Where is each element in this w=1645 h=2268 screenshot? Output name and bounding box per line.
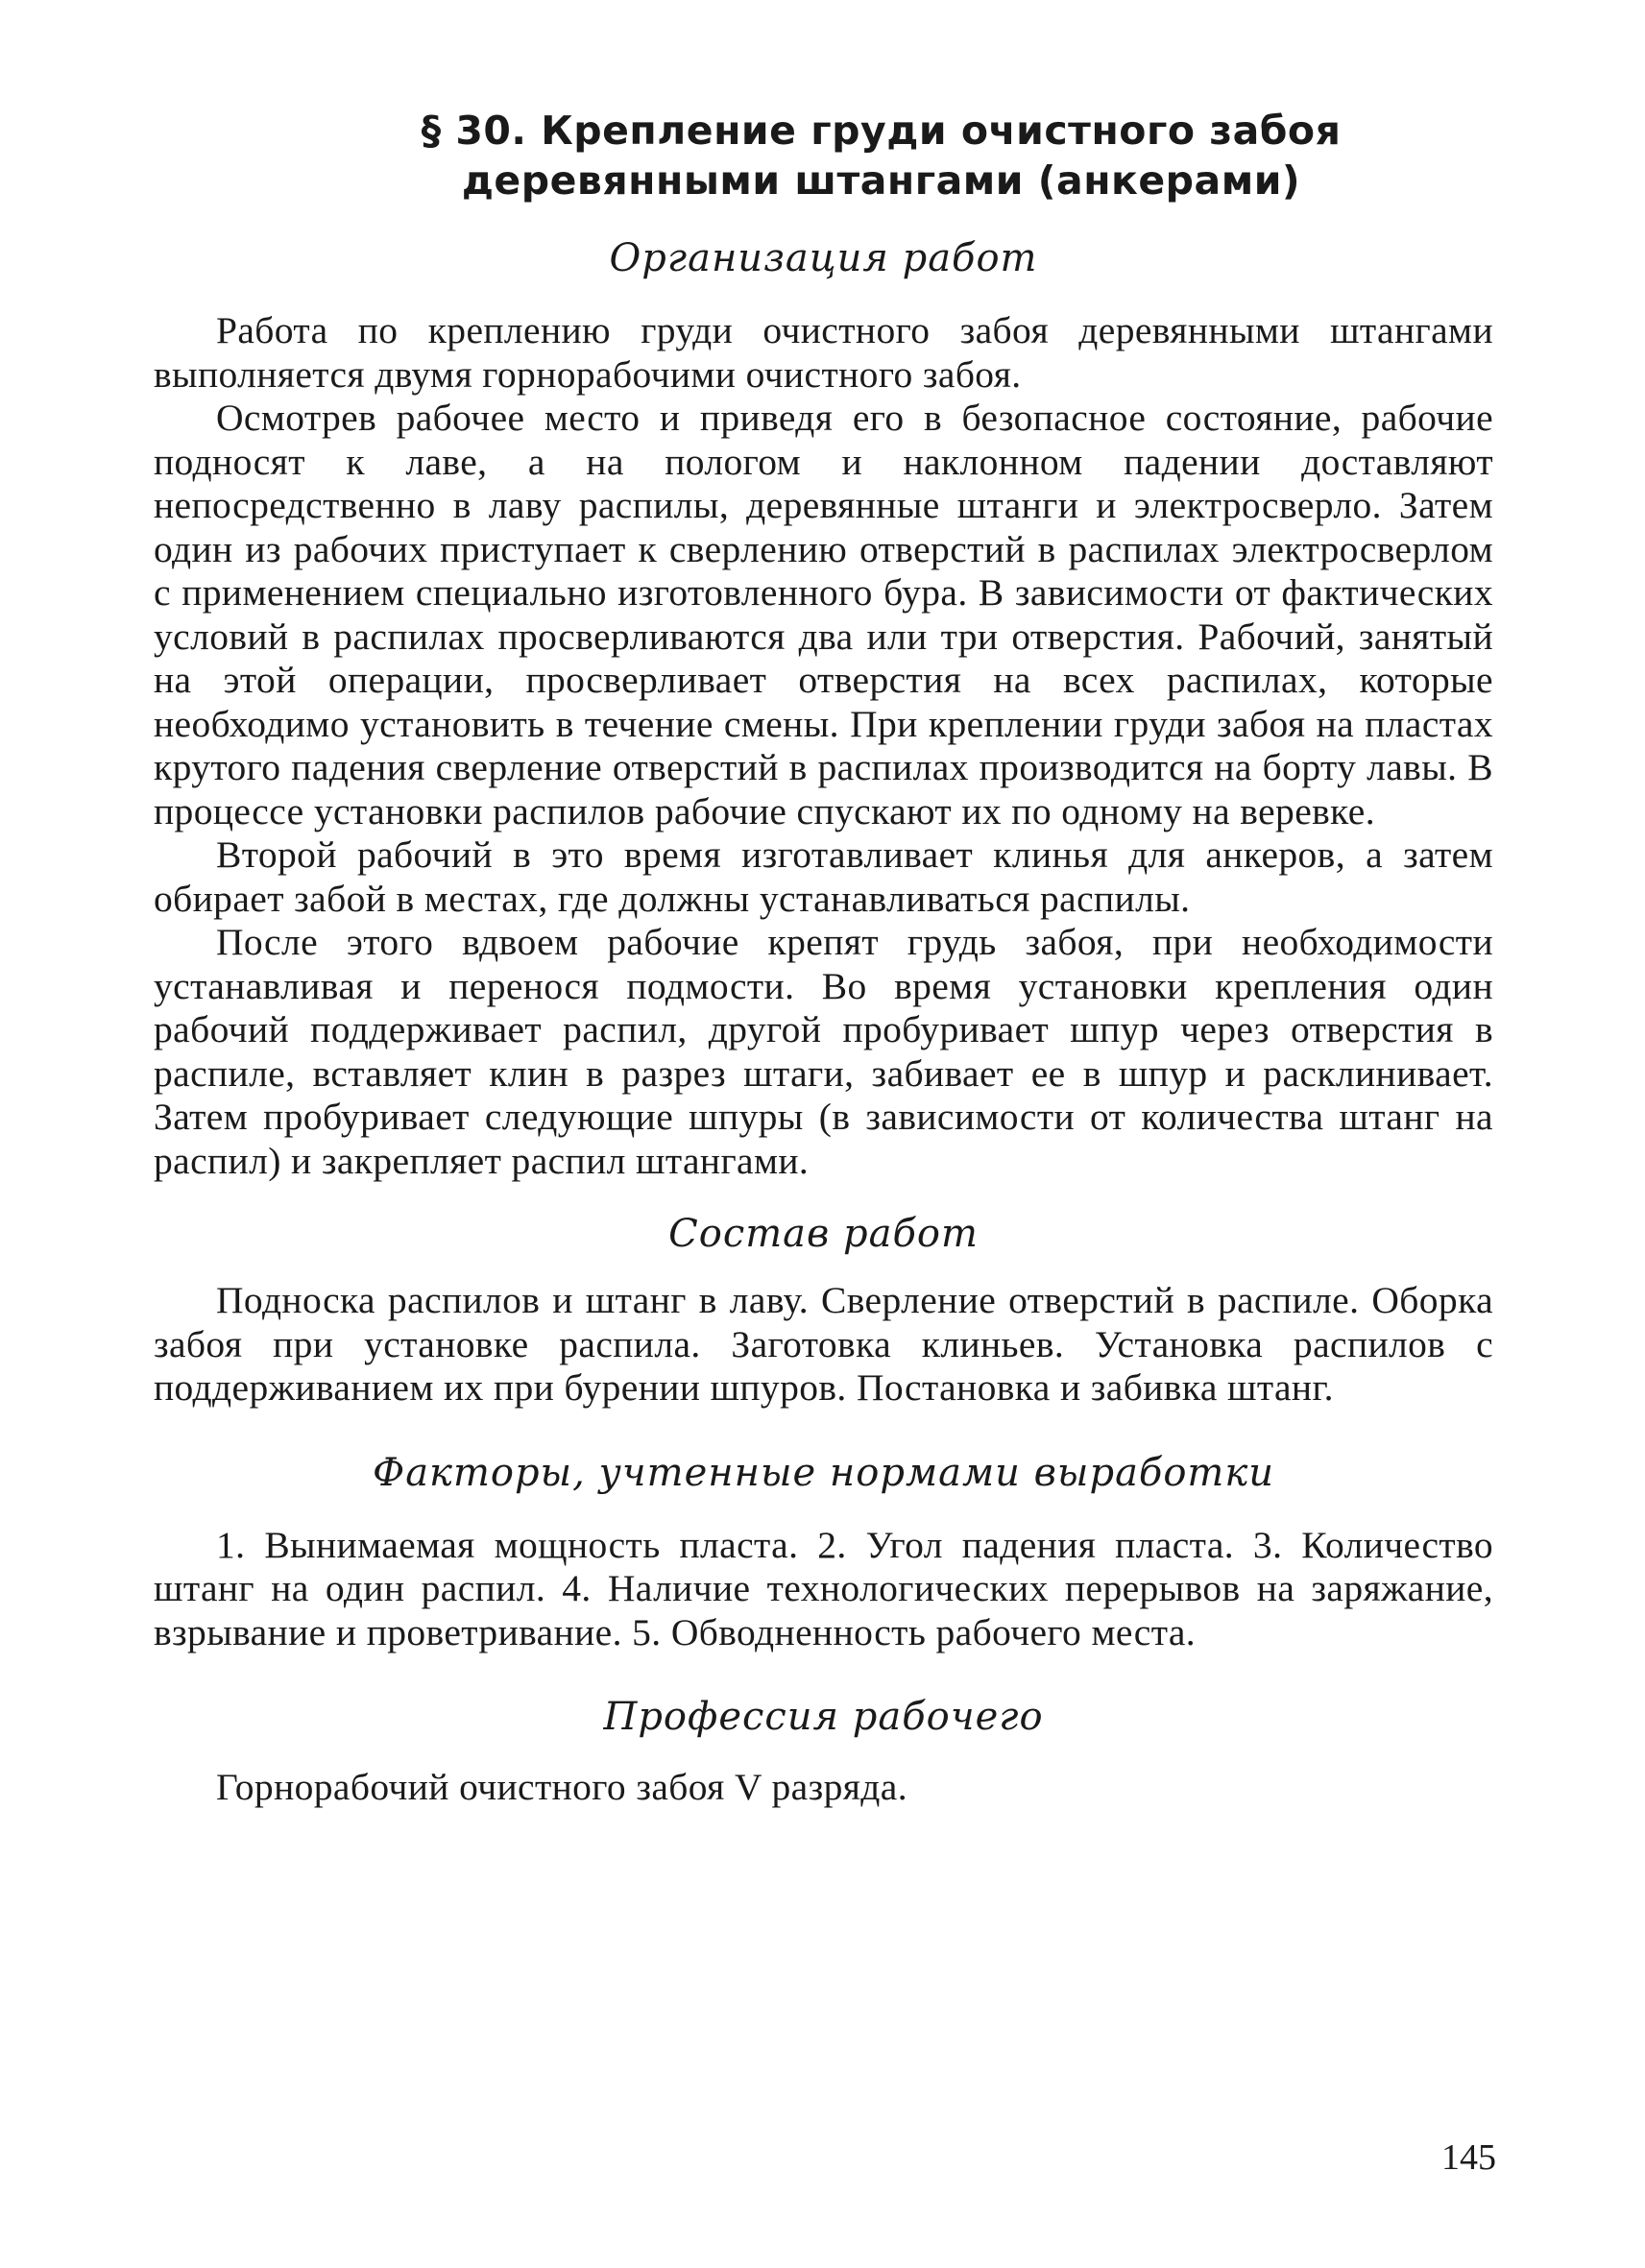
factors-title: Факторы, учтенные нормами выработки [373,1450,1274,1495]
organization-paragraph-1: Работа по креплению груди очистного забоя деревянными штангами выполняется двумя горнорабочими очистного забоя. [154,309,1493,396]
composition-text: Подноска распилов и штанг в лаву. Сверление отверстий в распиле. Оборка забоя при установке распила. Заготовка клиньев. Установка распилов с поддерживанием их при бурении шпуров. Постановка и забивка штанг. [154,1279,1493,1409]
page-number: 145 [1441,2137,1496,2178]
organization-paragraph-2: Осмотрев рабочее место и приведя его в безопасное состояние, рабочие подносят к лаве, а на пологом и наклонном падении доставляют непосредственно в лаву распилы, деревянные штанги и электросверло. Затем один из рабочих приступает к сверлению отверстий в распилах электросверлом с применением специально изготовленного бура. В зависимости от фактических условий в распилах просверливаются два или три отверстия. Рабочий, занятый на этой операции, просверливает отверстия на всех распилах, которые необходимо установить в течение смены. При креплении груди забоя на пластах крутого падения сверление отверстий в распилах производится на борту лавы. В процессе установки распилов рабочие спускают их по одному на веревке. [154,397,1493,832]
organization-title: Организация работ [609,236,1038,280]
section-title-line-2: деревянными штангами (анкерами) [461,157,1301,204]
organization-paragraph-3: Второй рабочий в это время изготавливает клинья для анкеров, а затем обирает забой в местах, где должны устанавливаться распилы. [154,833,1493,920]
document-page [154,106,1493,2218]
organization-paragraph-4: После этого вдвоем рабочие крепят грудь забоя, при необходимости устанавливая и перенося подмости. Во время установки крепления один рабочий поддерживает распил, другой пробуривает шпур через отверстия в распиле, вставляет клин в разрез штаги, забивает ее в шпур и расклинивает. Затем пробуривает следующие шпуры (в зависимости от количества штанг на распил) и закрепляет распил штангами. [154,921,1493,1182]
composition-title: Состав работ [668,1212,979,1256]
profession-title: Профессия рабочего [603,1695,1044,1739]
factors-text: 1. Вынимаемая мощность пласта. 2. Угол падения пласта. 3. Количество штанг на один распил. 4. Наличие технологических перерывов на заряжание, взрывание и проветривание. 5. Обводненность рабочего места. [154,1523,1493,1653]
section-heading [154,106,1493,205]
profession-text: Горнорабочий очистного забоя V разряда. [216,1766,908,1808]
section-title-line-1: § 30. Крепление груди очистного забоя [421,108,1342,154]
